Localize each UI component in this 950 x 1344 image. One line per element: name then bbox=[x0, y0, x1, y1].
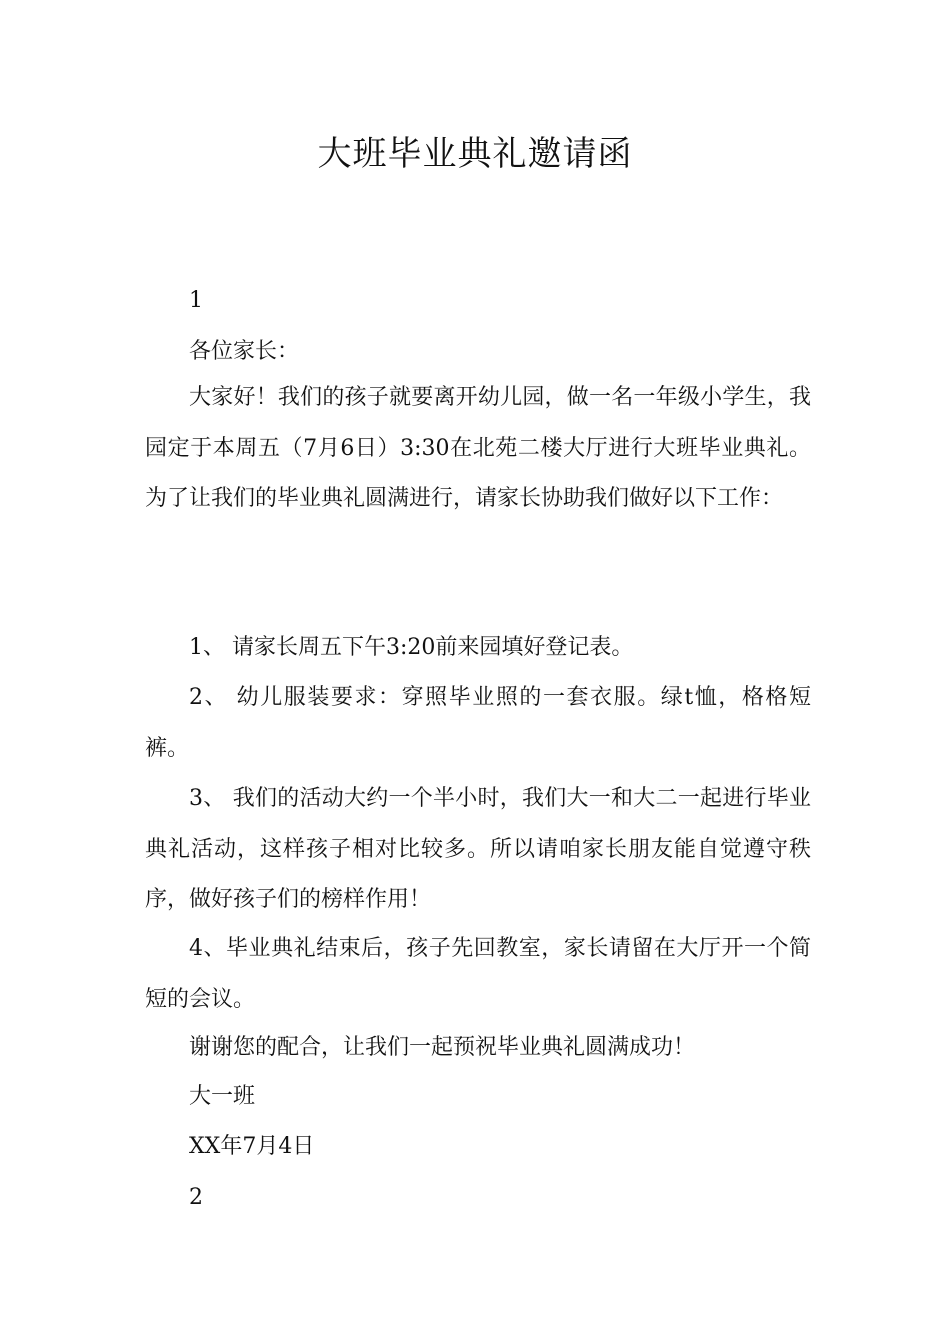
page-number-bottom: 2 bbox=[189, 1185, 203, 1210]
greeting: 各位家长： bbox=[189, 339, 300, 364]
list-item-3: 3、 我们的活动大约一个半小时，我们大一和大二一起进行毕业典礼活动，这样孩子相对比较多。所以请咱家长朋友能自觉遵守秩序，做好孩子们的榜样作用！ bbox=[145, 786, 811, 912]
list-item-1: 1、 请家长周五下午3:20前来园填好登记表。 bbox=[189, 635, 634, 660]
list-item-2: 2、 幼儿服装要求：穿照毕业照的一套衣服。绿t恤，格格短裤。 bbox=[145, 685, 811, 761]
list-item-4: 4、毕业典礼结束后，孩子先回教室，家长请留在大厅开一个简短的会议。 bbox=[145, 936, 811, 1012]
page-number-top: 1 bbox=[189, 288, 203, 313]
thanks-line: 谢谢您的配合，让我们一起预祝毕业典礼圆满成功！ bbox=[189, 1035, 696, 1060]
document-title: 大班毕业典礼邀请函 bbox=[317, 134, 633, 174]
date: XX年7月4日 bbox=[189, 1134, 315, 1159]
signature: 大一班 bbox=[189, 1084, 256, 1109]
intro-paragraph: 大家好！我们的孩子就要离开幼儿园，做一名一年级小学生，我园定于本周五（7月6日）3:30在北苑二楼大厅进行大班毕业典礼。为了让我们的毕业典礼圆满进行，请家长协助我们做好以下工作： bbox=[145, 385, 811, 511]
